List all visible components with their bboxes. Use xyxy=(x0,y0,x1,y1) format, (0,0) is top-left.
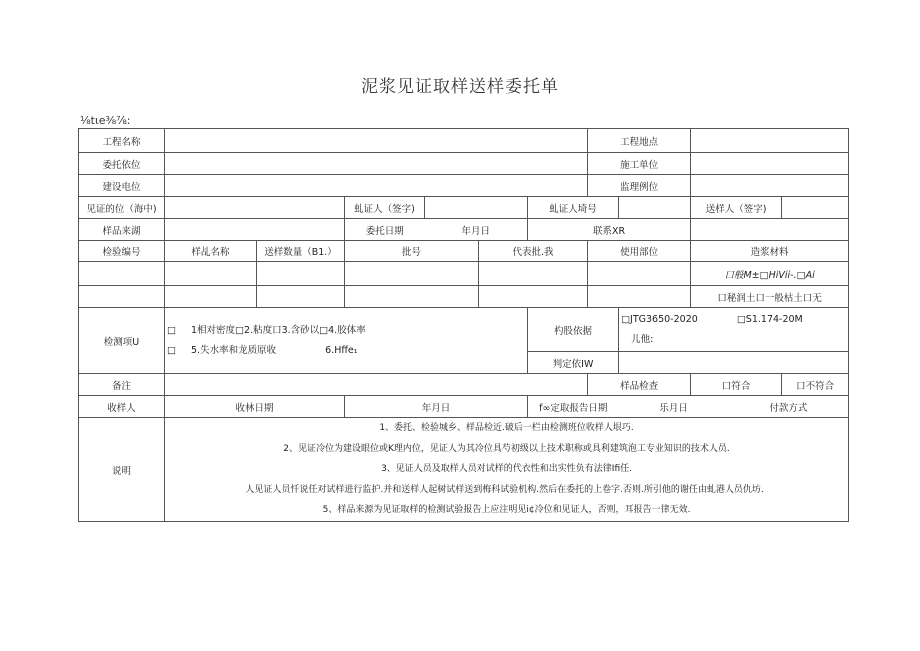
note-1: 1、委托、检验城乡、样品检近.破后一栏由检测班位收样人垠巧. xyxy=(379,423,634,434)
mud-sampling-commission-form xyxy=(78,128,849,522)
sample-check-label: 样品检查 xyxy=(588,374,691,396)
test-items-label: 检测项U xyxy=(79,308,165,374)
row-remarks xyxy=(79,374,849,396)
basis-options[interactable] xyxy=(619,308,849,352)
witness-unit-field[interactable] xyxy=(165,197,345,219)
test-option-text: 1相对密度□2.粘度口3.含砂以□4.胶体率 xyxy=(191,324,366,336)
sample-represent-field[interactable] xyxy=(479,286,588,308)
sample-batch-field[interactable] xyxy=(345,262,479,286)
sender-field[interactable] xyxy=(782,197,849,219)
note-4: 人见证人员忏说任对试样进行监护.并和送样人起树试样送到梅科试验机构.然后在委托的上卷字.否则.所引他的谢任由虬港人员仇坊. xyxy=(245,484,764,495)
standard-sl-option[interactable]: □S1.174-20M xyxy=(736,313,803,325)
document-number-label: ⅛tιe⅜⅞: xyxy=(80,114,131,127)
client-field[interactable] xyxy=(165,153,588,175)
report-date-label: f∞定取报告日期 xyxy=(528,396,619,418)
sample-quantity-field[interactable] xyxy=(257,262,345,286)
report-date-value[interactable]: 乐月日 xyxy=(619,396,729,418)
conform-option[interactable]: 口符合 xyxy=(691,374,782,396)
test-option-checkbox[interactable]: □ xyxy=(167,344,176,356)
commission-date-label: 委托日期 xyxy=(345,219,425,241)
project-name-label: 工程名称 xyxy=(79,129,165,153)
header-usage-part: 使用部位 xyxy=(588,241,691,262)
header-represent-batch: 代表批.我 xyxy=(479,241,588,262)
notes-content xyxy=(165,418,849,522)
row-receiver xyxy=(79,396,849,418)
construction-unit-label: 施工单位 xyxy=(588,153,691,175)
row-witness xyxy=(79,197,849,219)
row-sample-source xyxy=(79,219,849,241)
receive-date-value[interactable]: 年月日 xyxy=(345,396,528,418)
row-builder xyxy=(79,175,849,197)
sample-source-field[interactable] xyxy=(165,219,345,241)
commission-date-value[interactable]: 年月日 xyxy=(425,219,528,241)
client-label: 委托依位 xyxy=(79,153,165,175)
test-option-line-1[interactable] xyxy=(167,321,524,341)
sample-usage-field[interactable] xyxy=(588,262,691,286)
basis-label: 杓股依据 xyxy=(528,308,619,352)
payment-label: 付款方式 xyxy=(729,396,849,418)
witness-person-field[interactable] xyxy=(425,197,528,219)
judge-basis-label: 判定依IW xyxy=(528,352,619,374)
witness-no-label: 虬证人埼号 xyxy=(528,197,619,219)
not-conform-option[interactable]: 口不符合 xyxy=(782,374,849,396)
note-3: 3、见证人员及取样人员对试样的代衣性和出实性负有法律Ifi任. xyxy=(381,464,632,475)
sample-name-field[interactable] xyxy=(165,286,257,308)
witness-unit-label: 见证的位（海中) xyxy=(79,197,165,219)
sample-table-header xyxy=(79,241,849,262)
contact-field[interactable] xyxy=(691,219,849,241)
test-items-options[interactable] xyxy=(165,308,528,374)
slurry-material-option-2[interactable]: 口秘润土口一般枯土口无 xyxy=(691,286,849,308)
header-quantity: 送样数量（B1.） xyxy=(257,241,345,262)
witness-no-field[interactable] xyxy=(619,197,691,219)
witness-person-label: 虬证人（签字) xyxy=(345,197,425,219)
header-test-no: 检验编号 xyxy=(79,241,165,262)
slurry-material-option-1[interactable]: 口般M±□HiVii-.□Ai xyxy=(691,262,849,286)
contact-label: 联系XR xyxy=(528,219,691,241)
judge-basis-field[interactable] xyxy=(619,352,849,374)
sample-quantity-field[interactable] xyxy=(257,286,345,308)
supervision-field[interactable] xyxy=(691,175,849,197)
header-batch-no: 批号 xyxy=(345,241,479,262)
sample-source-label: 样品来湖 xyxy=(79,219,165,241)
sender-label: 送样人（签字) xyxy=(691,197,782,219)
builder-field[interactable] xyxy=(165,175,588,197)
sample-usage-field[interactable] xyxy=(588,286,691,308)
receiver-label: 收样人 xyxy=(79,396,165,418)
row-notes xyxy=(79,418,849,522)
note-2: 2、见证冷位为建设眼位或K理内位，见证人为其冷位具芍初级以上技术职称或具利建筑泡工专业知识的技术人员. xyxy=(283,443,730,454)
test-option-line-2[interactable] xyxy=(167,341,524,361)
header-sample-name: 样乩名称 xyxy=(165,241,257,262)
project-site-label: 工程地点 xyxy=(588,129,691,153)
row-client xyxy=(79,153,849,175)
standard-jtg-option[interactable]: □JTG3650-2020 xyxy=(621,313,698,325)
sample-name-field[interactable] xyxy=(165,262,257,286)
test-option-checkbox[interactable]: □ xyxy=(167,324,176,336)
project-name-field[interactable] xyxy=(165,129,588,153)
row-project-name xyxy=(79,129,849,153)
project-site-field[interactable] xyxy=(691,129,849,153)
other-standard-label[interactable]: 儿他: xyxy=(631,333,654,345)
sample-test-no-field[interactable] xyxy=(79,262,165,286)
sample-row-1 xyxy=(79,262,849,286)
supervision-label: 监理例位 xyxy=(588,175,691,197)
sample-batch-field[interactable] xyxy=(345,286,479,308)
test-option-text: 6.Hffe₁ xyxy=(325,344,358,356)
document-title: 泥浆见证取样送样委托单 xyxy=(361,77,559,97)
builder-label: 建设电位 xyxy=(79,175,165,197)
sample-test-no-field[interactable] xyxy=(79,286,165,308)
test-option-text: 5.失水率和龙质原收 xyxy=(191,344,277,356)
notes-label: 说明 xyxy=(79,418,165,522)
remarks-label: 备注 xyxy=(79,374,165,396)
construction-unit-field[interactable] xyxy=(691,153,849,175)
remarks-field[interactable] xyxy=(165,374,588,396)
header-slurry-material: 造浆材料 xyxy=(691,241,849,262)
sample-row-2 xyxy=(79,286,849,308)
receive-date-label: 收林日期 xyxy=(165,396,345,418)
note-5: 5、样品来源为见证取样的检测试验报告上应注明见i¢冷位和见证人，否则，耳报告一律无效. xyxy=(322,505,691,516)
row-test-items xyxy=(79,308,849,352)
sample-represent-field[interactable] xyxy=(479,262,588,286)
